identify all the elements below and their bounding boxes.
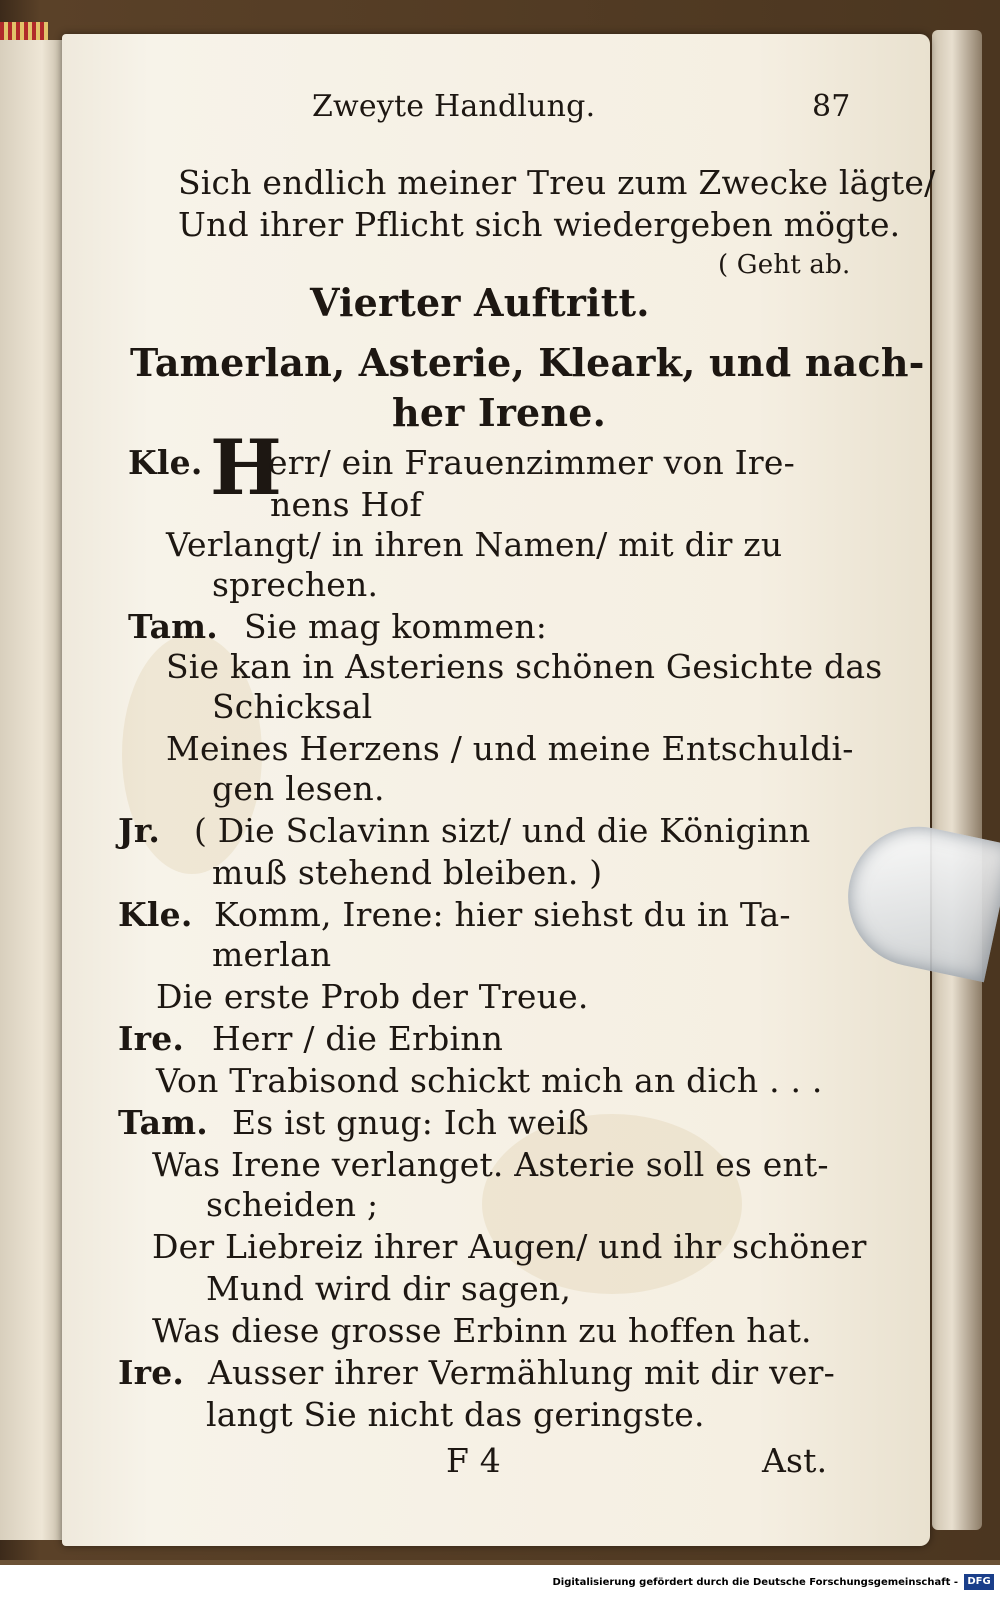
- characters-line-1: Tamerlan, Asterie, Kleark, und nach-: [130, 340, 925, 385]
- speech-line: Sie kan in Asteriens schönen Gesichte das: [166, 647, 883, 686]
- drop-cap: H: [210, 423, 282, 512]
- speech-line: langt Sie nicht das geringste.: [206, 1395, 705, 1434]
- speech-line: Ausser ihrer Vermählung mit dir ver-: [208, 1353, 835, 1392]
- characters-line-2: her Irene.: [392, 390, 607, 435]
- verse-line-2: Und ihrer Pflicht sich wiedergeben mögte.: [178, 205, 901, 244]
- speaker-ire: Ire.: [118, 1353, 185, 1392]
- dfg-logo: DFG: [964, 1574, 994, 1590]
- stage-direction-exit: ( Geht ab.: [718, 250, 851, 280]
- speech-line: Mund wird dir sagen,: [206, 1269, 572, 1308]
- speech-line: Was Irene verlanget. Asterie soll es ent-: [152, 1145, 829, 1184]
- speech-line: Verlangt/ in ihren Namen/ mit dir zu: [166, 525, 783, 564]
- speech-line: Herr / die Erbinn: [212, 1019, 504, 1058]
- speech-line: err/ ein Frauenzimmer von Ire-: [268, 443, 795, 482]
- speech-line: Der Liebreiz ihrer Augen/ und ihr schöner: [152, 1227, 867, 1266]
- speech-line: scheiden ;: [206, 1185, 379, 1224]
- left-page-edge: [0, 40, 70, 1540]
- running-head: Zweyte Handlung.: [312, 89, 596, 124]
- speech-line: Schicksal: [212, 687, 373, 726]
- catchword: Ast.: [762, 1441, 828, 1480]
- speech-line: Von Trabisond schickt mich an dich . . .: [156, 1061, 823, 1100]
- speaker-kle: Kle.: [128, 443, 203, 482]
- speaker-tam: Tam.: [118, 1103, 208, 1142]
- verse-line-1: Sich endlich meiner Treu zum Zwecke lägte/: [178, 163, 936, 202]
- speech-line: Es ist gnug: Ich weiß: [232, 1103, 589, 1142]
- signature-mark: F 4: [446, 1441, 501, 1480]
- speaker-jr: Jr.: [118, 811, 161, 850]
- page-number: 87: [812, 89, 851, 124]
- speaker-tam: Tam.: [128, 607, 218, 646]
- footer-credit: Digitalisierung gefördert durch die Deutsche Forschungsgemeinschaft -: [552, 1577, 958, 1588]
- stage-direction: ( Die Sclavinn sizt/ und die Königinn: [194, 811, 811, 850]
- speech-line: nens Hof: [270, 485, 422, 524]
- speech-line: Komm, Irene: hier siehst du in Ta-: [214, 895, 791, 934]
- speaker-kle: Kle.: [118, 895, 193, 934]
- scene-title: Vierter Auftritt.: [310, 280, 650, 325]
- speech-line: sprechen.: [212, 565, 379, 604]
- speech-line: gen lesen.: [212, 769, 385, 808]
- speech-line: Sie mag kommen:: [244, 607, 548, 646]
- speaker-ire: Ire.: [118, 1019, 185, 1058]
- page-fore-edge: [932, 30, 982, 1530]
- speech-line: Die erste Prob der Treue.: [156, 977, 589, 1016]
- speech-line: merlan: [212, 935, 332, 974]
- speech-line: Was diese grosse Erbinn zu hoffen hat.: [152, 1311, 812, 1350]
- stage-direction: muß stehend bleiben. ): [212, 853, 603, 892]
- speech-line: Meines Herzens / und meine Entschuldi-: [166, 729, 854, 768]
